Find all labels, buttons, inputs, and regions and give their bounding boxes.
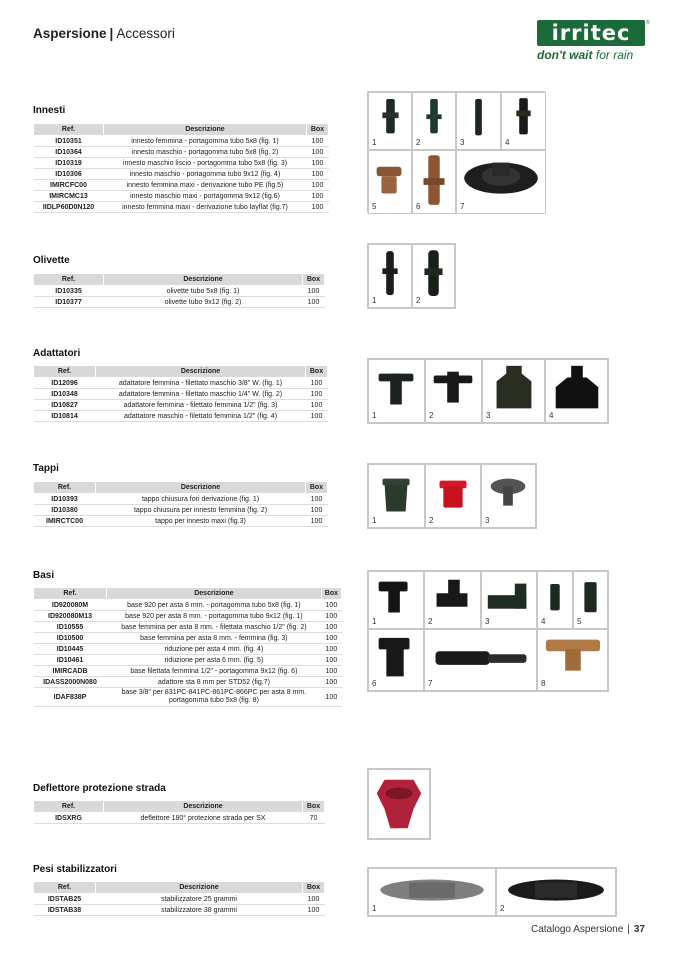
- row-ref: ID10814: [34, 411, 96, 422]
- table-basi: [33, 587, 342, 707]
- table-row: [34, 202, 329, 213]
- gallery-tappi: [367, 463, 537, 529]
- logo-trademark: ®: [646, 20, 650, 26]
- row-ref: ID10393: [34, 494, 96, 505]
- row-box: 100: [307, 191, 329, 202]
- row-desc: olivette tubo 9x12 (fig. 2): [104, 297, 303, 308]
- table-row: [34, 400, 328, 411]
- table-row: [34, 905, 325, 916]
- fig-number: 4: [541, 617, 546, 626]
- product-image: [496, 868, 616, 916]
- row-box: 70: [303, 813, 325, 824]
- row-box: 100: [321, 644, 341, 655]
- table-row: [34, 136, 329, 147]
- row-desc: adattore sta 8 mm per STD52 (fig.7): [107, 677, 322, 688]
- row-box: 100: [321, 655, 341, 666]
- row-box: 100: [306, 389, 328, 400]
- fig-number: 3: [485, 617, 490, 626]
- row-box: 100: [307, 169, 329, 180]
- row-ref: ID920080M: [34, 600, 107, 611]
- base-icon: [425, 572, 480, 628]
- row-desc: innesto maschio liscio - portagomma tubo 5x8 (fig. 3): [104, 158, 307, 169]
- fig-number: 5: [577, 617, 582, 626]
- product-image: [412, 150, 456, 214]
- row-box: 100: [306, 378, 328, 389]
- col-box-header: Box: [303, 274, 325, 286]
- table-row: [34, 666, 342, 677]
- row-box: 100: [321, 688, 341, 707]
- table-row: [34, 894, 325, 905]
- table-row: [34, 180, 329, 191]
- row-box: 100: [303, 297, 325, 308]
- adapter-icon: [369, 360, 424, 422]
- col-box-header: Box: [321, 588, 341, 600]
- section-title-pesi: Pesi stabilizzatori: [33, 864, 117, 875]
- product-image: [368, 629, 424, 691]
- row-ref: IDSTAB38: [34, 905, 96, 916]
- table-row: [34, 389, 328, 400]
- product-image: [368, 150, 412, 214]
- adapter-icon: [546, 360, 607, 422]
- fig-number: 8: [541, 679, 546, 688]
- gallery-pesi: [367, 867, 617, 917]
- table-row: [34, 644, 342, 655]
- row-box: 100: [306, 411, 328, 422]
- row-desc: base 920 per asta 8 mm. - portagomma tubo 9x12 (fig. 1): [107, 611, 322, 622]
- col-ref-header: Ref.: [34, 124, 104, 136]
- table-row: [34, 494, 328, 505]
- col-box-header: Box: [306, 366, 328, 378]
- gallery-olivette: [367, 243, 456, 309]
- col-desc-header: Descrizione: [104, 274, 303, 286]
- fitting-icon: [457, 151, 545, 213]
- product-image: [368, 571, 424, 629]
- header-separator: |: [109, 26, 114, 41]
- row-desc: olivette tubo 5x8 (fig. 1): [104, 286, 303, 297]
- logo-tag-bold: don't wait: [537, 48, 593, 62]
- row-ref: IMIRCMC13: [34, 191, 104, 202]
- row-desc: base 920 per asta 8 mm. - portagomma tubo 5x8 (fig. 1): [107, 600, 322, 611]
- table-row: [34, 286, 325, 297]
- row-ref: IMIRCADB: [34, 666, 107, 677]
- row-box: 100: [321, 622, 341, 633]
- row-desc: base 3/8" per 831PC-841PC-861PC-866PC per asta 8 mm. portagomma tubo 5x8 (fig. 8): [107, 688, 322, 707]
- header-title-bold: Aspersione: [33, 26, 107, 41]
- gallery-basi: [367, 570, 609, 692]
- row-desc: base filettata femmina 1/2" - portagomma 9x12 (fig. 6): [107, 666, 322, 677]
- table-innesti: [33, 123, 329, 213]
- col-desc-header: Descrizione: [96, 366, 306, 378]
- col-ref-header: Ref.: [34, 588, 107, 600]
- table-row: [34, 813, 325, 824]
- row-box: 100: [303, 905, 325, 916]
- table-row: [34, 378, 328, 389]
- row-desc: riduzione per asta 6 mm. (fig. 5): [107, 655, 322, 666]
- row-box: 100: [307, 180, 329, 191]
- product-image: [425, 359, 482, 423]
- gallery-adattatori: [367, 358, 609, 424]
- fig-number: 6: [416, 202, 421, 211]
- row-box: 100: [306, 494, 328, 505]
- row-box: 100: [321, 600, 341, 611]
- product-image: [368, 769, 430, 839]
- row-box: 100: [321, 611, 341, 622]
- page-header-title: [33, 26, 175, 41]
- table-row: [34, 611, 342, 622]
- product-image: [412, 92, 456, 150]
- row-ref: IMIRCFC00: [34, 180, 104, 191]
- weight-icon: [497, 869, 615, 915]
- product-image: [456, 92, 501, 150]
- row-box: 100: [321, 666, 341, 677]
- product-image: [501, 92, 546, 150]
- col-ref-header: Ref.: [34, 882, 96, 894]
- footer-catalog: Catalogo Aspersione: [530, 924, 624, 935]
- fig-number: 2: [428, 617, 433, 626]
- table-tappi: [33, 481, 328, 527]
- table-adattatori: [33, 365, 328, 422]
- table-row: [34, 191, 329, 202]
- product-image: [412, 244, 455, 308]
- logo-brand: irritec: [551, 21, 631, 45]
- table-row: [34, 677, 342, 688]
- footer-separator: |: [627, 924, 630, 935]
- row-desc: adattatore maschio - filettato femmina 1/2" (fig. 4): [96, 411, 306, 422]
- row-box: 100: [306, 505, 328, 516]
- gallery-deflettore: [367, 768, 431, 840]
- product-image: [425, 464, 481, 528]
- row-box: 100: [307, 158, 329, 169]
- header-title-rest: Accessori: [116, 26, 175, 41]
- row-ref: IDSTAB25: [34, 894, 96, 905]
- col-desc-header: Descrizione: [96, 882, 303, 894]
- row-ref: IMIRCTC00: [34, 516, 96, 527]
- row-desc: innesto maschio - portagomma tubo 9x12 (fig. 4): [104, 169, 307, 180]
- table-row: [34, 158, 329, 169]
- cap-icon: [482, 465, 535, 527]
- row-ref: IIDLP60D0N120: [34, 202, 104, 213]
- fig-number: 2: [500, 904, 505, 913]
- fig-number: 7: [428, 679, 433, 688]
- row-ref: IDASS2000N080: [34, 677, 107, 688]
- row-desc: innesto femmina maxi - derivazione tubo layflat (fig.7): [104, 202, 307, 213]
- fig-number: 1: [372, 617, 377, 626]
- gallery-innesti: [367, 91, 545, 213]
- col-desc-header: Descrizione: [107, 588, 322, 600]
- row-desc: tappo chiusura per innesto femmina (fig. 2): [96, 505, 306, 516]
- row-desc: adattatore femmina - filettato femmina 1/2" (fig. 3): [96, 400, 306, 411]
- row-box: 100: [306, 400, 328, 411]
- page-number: 37: [633, 924, 645, 935]
- product-image: [424, 629, 537, 691]
- table-row: [34, 622, 342, 633]
- table-olivette: [33, 273, 325, 308]
- row-ref: ID10445: [34, 644, 107, 655]
- section-title-deflettore: Deflettore protezione strada: [33, 783, 166, 794]
- fig-number: 2: [416, 138, 421, 147]
- col-box-header: Box: [303, 801, 325, 813]
- fig-number: 3: [460, 138, 465, 147]
- product-image: [456, 150, 546, 214]
- row-box: 100: [303, 894, 325, 905]
- row-ref: ID10555: [34, 622, 107, 633]
- col-desc-header: Descrizione: [96, 482, 306, 494]
- fig-number: 3: [486, 411, 491, 420]
- base-icon: [369, 630, 423, 690]
- row-box: 100: [321, 633, 341, 644]
- fig-number: 2: [429, 516, 434, 525]
- row-desc: innesto maschio maxi - portagomma 9x12 (fig.6): [104, 191, 307, 202]
- col-ref-header: Ref.: [34, 482, 96, 494]
- row-box: 100: [307, 136, 329, 147]
- section-title-adattatori: Adattatori: [33, 348, 81, 359]
- irritec-logo: [537, 20, 649, 68]
- row-ref: ID12096: [34, 378, 96, 389]
- logo-tagline: [537, 48, 651, 62]
- section-title-tappi: Tappi: [33, 463, 59, 474]
- adapter-rod-icon: [425, 630, 536, 690]
- table-row: [34, 633, 342, 644]
- row-ref: ID10348: [34, 389, 96, 400]
- row-desc: innesto femmina - portagomma tubo 5x8 (fig. 1): [104, 136, 307, 147]
- product-image: [573, 571, 608, 629]
- table-row: [34, 297, 325, 308]
- deflector-icon: [369, 770, 429, 838]
- fig-number: 1: [372, 411, 377, 420]
- cap-icon: [426, 465, 480, 527]
- row-ref: IDAF838P: [34, 688, 107, 707]
- row-ref: IDSXRG: [34, 813, 104, 824]
- fig-number: 5: [372, 202, 377, 211]
- weight-icon: [369, 869, 495, 915]
- row-desc: deflettore 180° protezione strada per SX: [104, 813, 303, 824]
- col-box-header: Box: [306, 482, 328, 494]
- row-ref: ID10351: [34, 136, 104, 147]
- fig-number: 4: [549, 411, 554, 420]
- row-ref: ID10380: [34, 505, 96, 516]
- row-box: 100: [306, 516, 328, 527]
- row-ref: ID10319: [34, 158, 104, 169]
- col-ref-header: Ref.: [34, 801, 104, 813]
- fig-number: 1: [372, 904, 377, 913]
- row-ref: ID10461: [34, 655, 107, 666]
- base-icon: [482, 572, 536, 628]
- fig-number: 6: [372, 679, 377, 688]
- page-footer: [531, 924, 645, 935]
- row-desc: stabilizzatore 38 grammi: [96, 905, 303, 916]
- base-icon: [369, 572, 423, 628]
- row-desc: tappo chiusura fori derivazione (fig. 1): [96, 494, 306, 505]
- section-title-olivette: Olivette: [33, 255, 70, 266]
- product-image: [424, 571, 481, 629]
- section-title-basi: Basi: [33, 570, 55, 581]
- table-pesi: [33, 881, 325, 916]
- table-row: [34, 516, 328, 527]
- adapter-icon: [483, 360, 544, 422]
- fig-number: 1: [372, 296, 377, 305]
- row-desc: base femmina per asta 8 mm. - femmina (fig. 3): [107, 633, 322, 644]
- product-image: [368, 464, 425, 528]
- product-image: [481, 464, 536, 528]
- row-desc: base femmina per asta 8 mm. - filettata maschio 1/2" (fig. 2): [107, 622, 322, 633]
- fig-number: 3: [485, 516, 490, 525]
- row-ref: ID920080M13: [34, 611, 107, 622]
- product-image: [537, 571, 573, 629]
- section-title-innesti: Innesti: [33, 105, 66, 116]
- table-deflettore: [33, 800, 325, 824]
- row-desc: tappo per innesto maxi (fig.3): [96, 516, 306, 527]
- product-image: [537, 629, 608, 691]
- row-box: 100: [303, 286, 325, 297]
- product-image: [482, 359, 545, 423]
- row-ref: ID10500: [34, 633, 107, 644]
- adapter-icon: [426, 360, 481, 422]
- col-desc-header: Descrizione: [104, 124, 307, 136]
- row-desc: stabilizzatore 25 grammi: [96, 894, 303, 905]
- table-row: [34, 655, 342, 666]
- col-box-header: Box: [307, 124, 329, 136]
- product-image: [368, 92, 412, 150]
- fig-number: 1: [372, 516, 377, 525]
- product-image: [368, 359, 425, 423]
- row-box: 100: [321, 677, 341, 688]
- row-ref: ID10827: [34, 400, 96, 411]
- col-ref-header: Ref.: [34, 366, 96, 378]
- fig-number: 4: [505, 138, 510, 147]
- row-ref: ID10306: [34, 169, 104, 180]
- table-row: [34, 688, 342, 707]
- table-row: [34, 411, 328, 422]
- fig-number: 1: [372, 138, 377, 147]
- table-row: [34, 169, 329, 180]
- table-row: [34, 505, 328, 516]
- fig-number: 2: [429, 411, 434, 420]
- row-desc: riduzione per asta 4 mm. (fig. 4): [107, 644, 322, 655]
- col-box-header: Box: [303, 882, 325, 894]
- col-ref-header: Ref.: [34, 274, 104, 286]
- row-desc: adattatore femmina - filettato maschio 1/4" W. (fig. 2): [96, 389, 306, 400]
- product-image: [545, 359, 608, 423]
- row-desc: adattatore femmina - filettato maschio 3/8" W. (fig. 1): [96, 378, 306, 389]
- fig-number: 7: [460, 202, 465, 211]
- row-box: 100: [307, 202, 329, 213]
- table-row: [34, 147, 329, 158]
- product-image: [481, 571, 537, 629]
- row-ref: ID10377: [34, 297, 104, 308]
- col-desc-header: Descrizione: [104, 801, 303, 813]
- product-image: [368, 244, 412, 308]
- row-box: 100: [307, 147, 329, 158]
- base-icon: [538, 630, 607, 690]
- row-ref: ID10335: [34, 286, 104, 297]
- logo-tag-rest: for rain: [595, 48, 634, 62]
- table-row: [34, 600, 342, 611]
- row-ref: ID10364: [34, 147, 104, 158]
- row-desc: innesto maschio - portagomma tubo 5x8 (fig. 2): [104, 147, 307, 158]
- fig-number: 2: [416, 296, 421, 305]
- product-image: [368, 868, 496, 916]
- cap-icon: [369, 465, 424, 527]
- row-desc: innesto femmina maxi - derivazione tubo PE (fig.5): [104, 180, 307, 191]
